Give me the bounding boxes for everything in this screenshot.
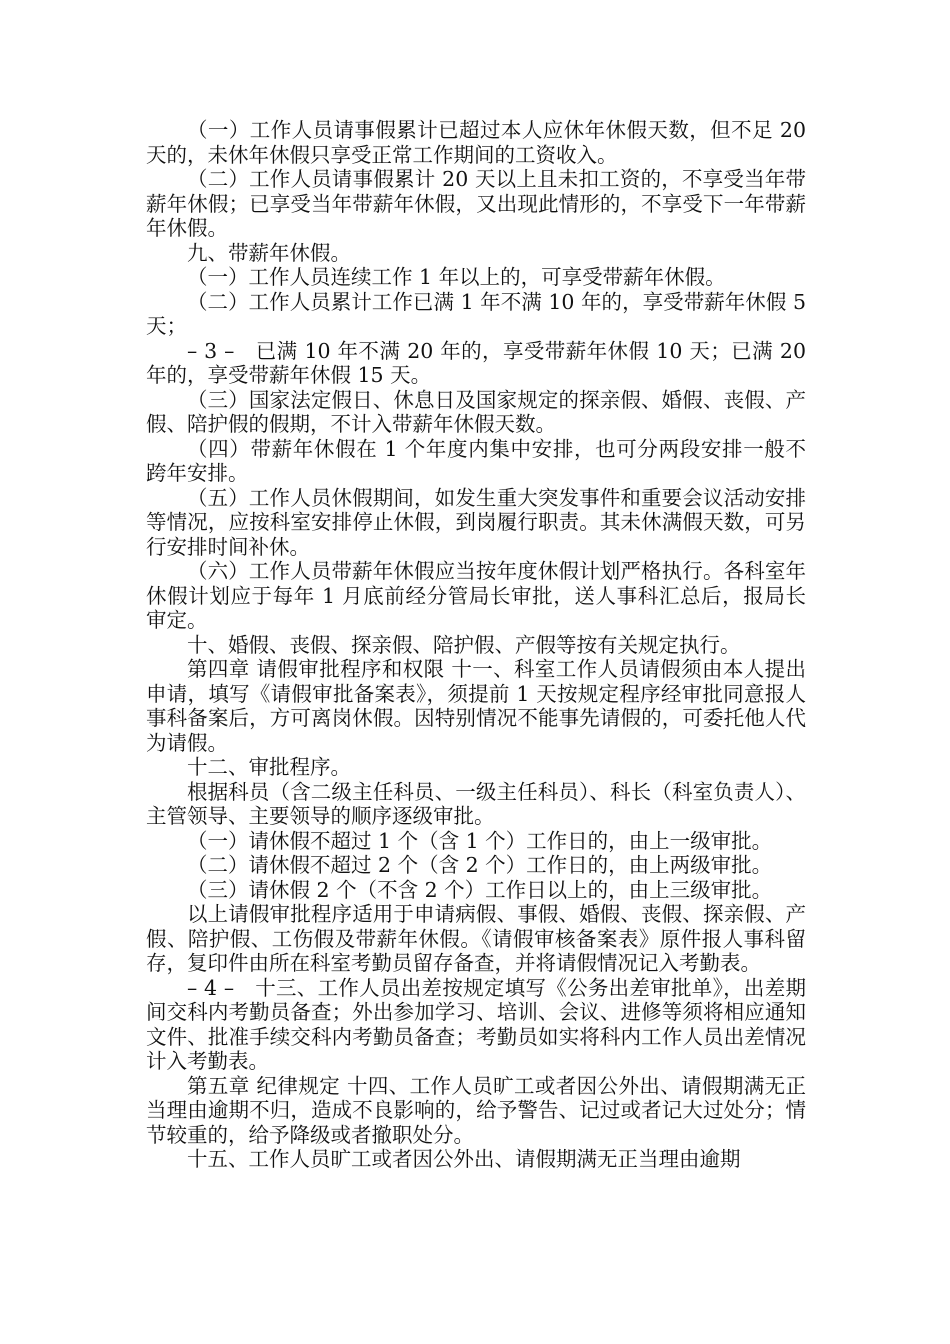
chapter-4-paragraph: 第四章 请假审批程序和权限 十一、科室工作人员请假须由本人提出申请，填写《请假审批备案表》，须提前 1 天按规定程序经审批同意报人事科备案后，方可离岗休假。因特别情况不能事先请假的，可委托他人代为请假。 [146,657,806,755]
paragraph-5: （三）国家法定假日、休息日及国家规定的探亲假、婚假、丧假、产假、陪护假的假期，不计入带薪年休假天数。 [146,387,806,436]
section-heading-12: 十二、审批程序。 [187,755,351,779]
paragraph-10: （一）请休假不超过 1 个（含 1 个）工作日的，由上一级审批。 [187,828,773,853]
paragraph-page-4: – 4 – 十三、工作人员出差按规定填写《公务出差审批单》，出差期间交科内考勤员备查；外出参加学习、培训、会议、进修等须将相应通知文件、批准手续交科内考勤员备查；考勤员如实将科内工作人员出差情况计入考勤表。 [146,975,806,1073]
document-body [146,118,806,1172]
paragraph-9: 根据科员（含二级主任科员、一级主任科员）、科长（科室负责人）、主管领导、主要领导的顺序逐级审批。 [146,779,806,828]
paragraph-1: （一）工作人员请事假累计已超过本人应休年休假天数，但不足 20 天的，未休年休假只享受正常工作期间的工资收入。 [146,118,806,167]
paragraph-7: （五）工作人员休假期间，如发生重大突发事件和重要会议活动安排等情况，应按科室安排停止休假，到岗履行职责。其未休满假天数，可另行安排时间补休。 [146,485,806,559]
section-heading-10: 十、婚假、丧假、探亲假、陪护假、产假等按有关规定执行。 [187,632,741,657]
paragraph-2: （二）工作人员请事假累计 20 天以上且未扣工资的，不享受当年带薪年休假；已享受当年带薪年休假，又出现此情形的，不享受下一年带薪年休假。 [146,167,806,240]
paragraph-12: （三）请休假 2 个（不含 2 个）工作日以上的，由上三级审批。 [187,877,773,902]
paragraph-14: 十五、工作人员旷工或者因公外出、请假期满无正当理由逾期 [187,1147,741,1171]
paragraph-8: （六）工作人员带薪年休假应当按年度休假计划严格执行。各科室年休假计划应于每年 1 月底前经分管局长审批，送人事科汇总后，报局长审定。 [146,559,806,632]
paragraph-4: （二）工作人员累计工作已满 1 年不满 10 年的，享受带薪年休假 5 天； [146,289,806,338]
paragraph-6: （四）带薪年休假在 1 个年度内集中安排，也可分两段安排一般不跨年安排。 [146,436,806,485]
paragraph-11: （二）请休假不超过 2 个（含 2 个）工作日的，由上两级审批。 [187,853,773,877]
paragraph-3: （一）工作人员连续工作 1 年以上的，可享受带薪年休假。 [187,265,726,289]
chapter-5-paragraph: 第五章 纪律规定 十四、工作人员旷工或者因公外出、请假期满无正当理由逾期不归，造成不良影响的，给予警告、记过或者记大过处分；情节较重的，给予降级或者撤职处分。 [146,1073,806,1147]
paragraph-page-3: – 3 – 已满 10 年不满 20 年的，享受带薪年休假 10 天；已满 20 年的，享受带薪年休假 15 天。 [146,338,806,387]
section-heading-9: 九、带薪年休假。 [187,240,351,265]
paragraph-13: 以上请假审批程序适用于申请病假、事假、婚假、丧假、探亲假、产假、陪护假、工伤假及带薪年休假。《请假审核备案表》原件报人事科留存，复印件由所在科室考勤员留存备查，并将请假情况记入考勤表。 [146,902,806,975]
